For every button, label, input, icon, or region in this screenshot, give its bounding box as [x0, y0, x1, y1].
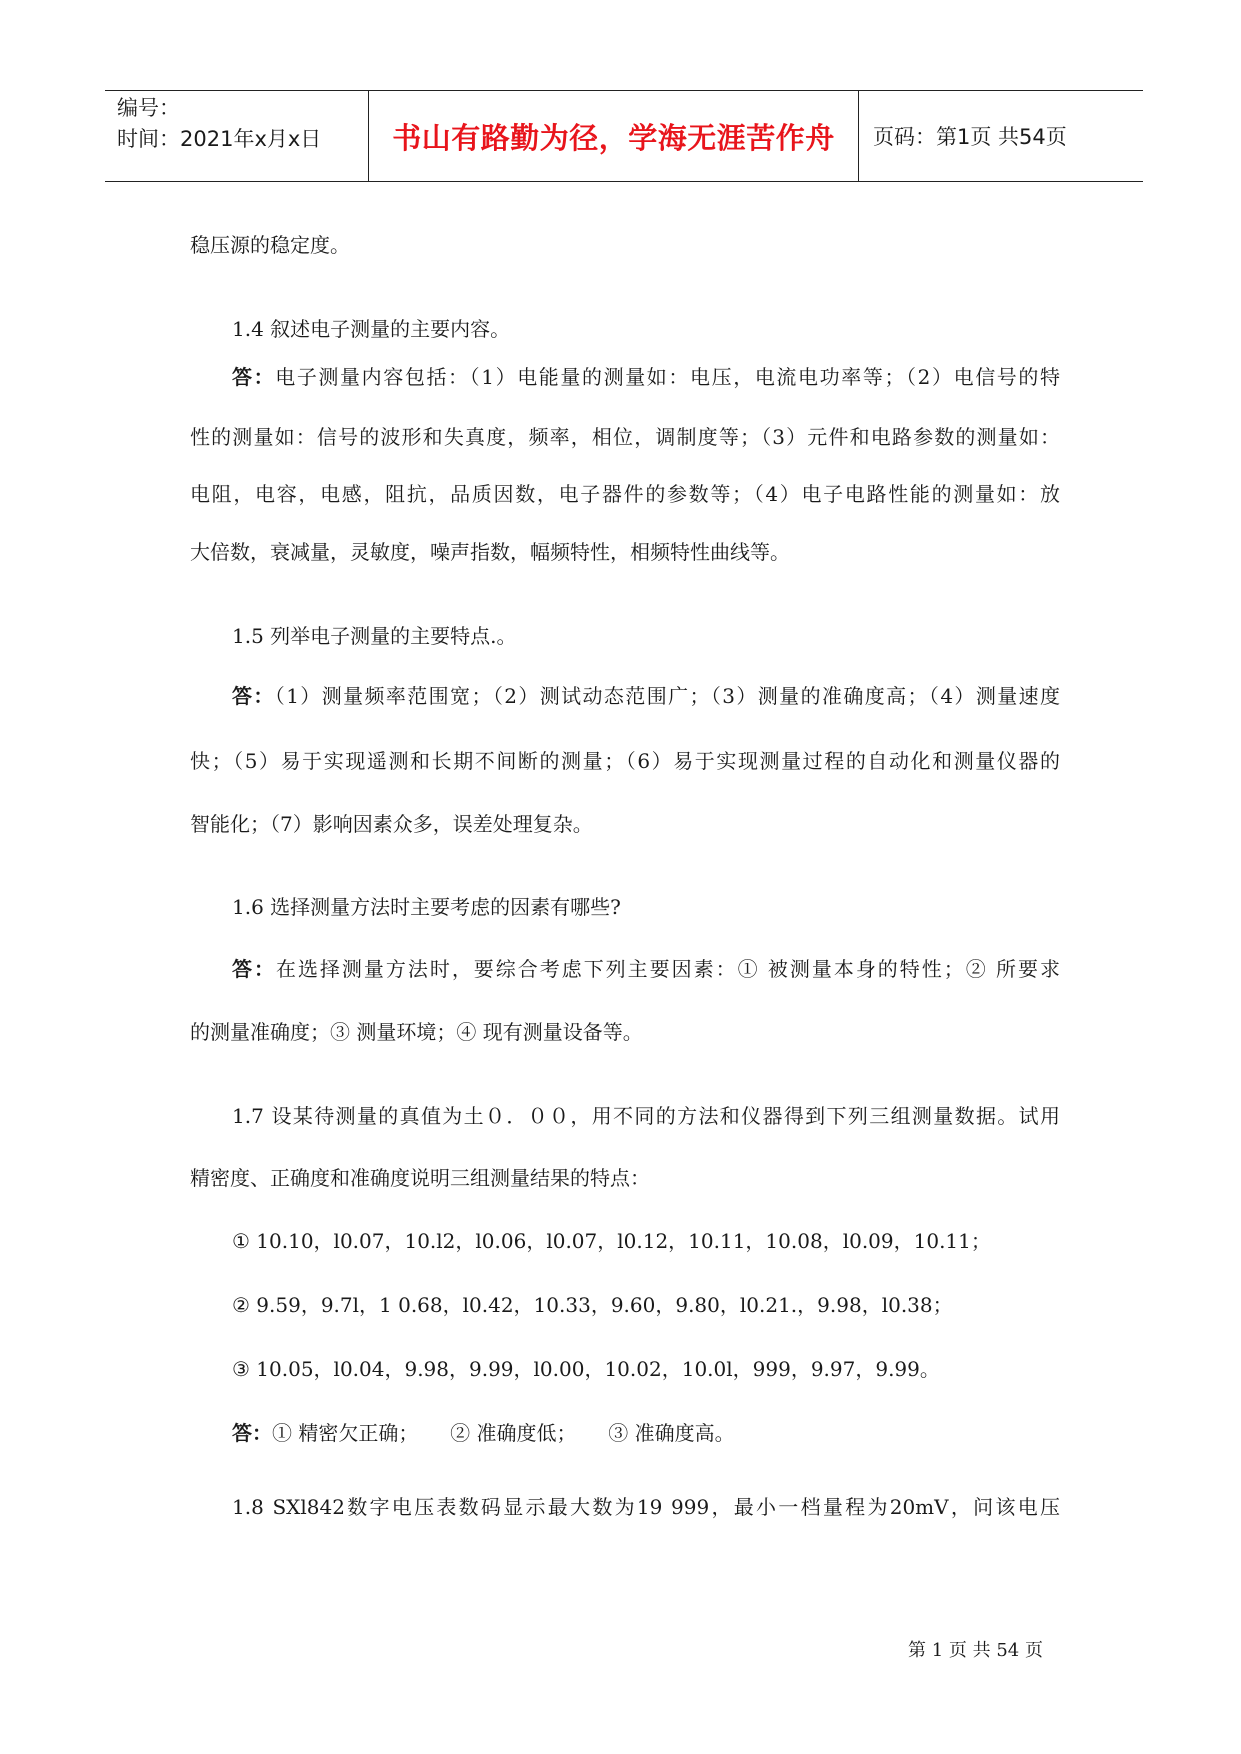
- data-set-3: ③ 10.05，l0.04，9.98，9.99，l0.00，10.02，10.0l，999，9.97，9.99。: [232, 1357, 940, 1381]
- motto-text: 书山有路勤为径，学海无涯苦作舟: [392, 120, 835, 155]
- question-1-8: 1.8 SXl842数字电压表数码显示最大数为19 999，最小一档量程为20mV，问该电压: [232, 1495, 1060, 1519]
- answer-1-4-line-4: 大倍数，衰减量，灵敏度，噪声指数，幅频特性，相频特性曲线等。: [190, 540, 790, 564]
- header-page-cell: [859, 91, 1143, 181]
- time-label: 时间：2021年x月x日: [117, 127, 322, 151]
- question-1-7-line-2: 精密度、正确度和准确度说明三组测量结果的特点：: [190, 1166, 650, 1190]
- question-1-7-line-1: 1.7 设某待测量的真值为土０．００，用不同的方法和仪器得到下列三组测量数据。试用: [232, 1104, 1060, 1128]
- answer-label: 答：: [232, 684, 275, 708]
- answer-label: 答：: [232, 365, 276, 389]
- answer-label: 答：: [232, 1421, 272, 1445]
- answer-label: 答：: [232, 957, 276, 981]
- answer-1-7: [232, 1417, 735, 1446]
- header-motto-cell: [369, 91, 859, 181]
- page-footer: 第 1 页 共 54 页: [908, 1640, 1043, 1661]
- answer-1-4-line-1: [232, 361, 1060, 390]
- answer-text: （1）测量频率范围宽；（2）测试动态范围广；（3）测量的准确度高；（4）测量速度: [274, 684, 1061, 708]
- answer-text: 在选择测量方法时，要综合考虑下列主要因素：① 被测量本身的特性；② 所要求: [275, 957, 1061, 981]
- number-label: 编号：: [117, 96, 180, 120]
- answer-1-4-line-2: 性的测量如：信号的波形和失真度，频率，相位，调制度等；（3）元件和电路参数的测量如：: [190, 425, 1060, 449]
- question-1-5: 1.5 列举电子测量的主要特点.。: [232, 624, 517, 648]
- answer-text: ① 精密欠正确； ② 准确度低； ③ 准确度高。: [272, 1421, 735, 1445]
- answer-1-5-line-2: 快；（5）易于实现遥测和长期不间断的测量；（6）易于实现测量过程的自动化和测量仪器的: [190, 749, 1060, 773]
- header-table: [105, 90, 1143, 182]
- answer-1-4-line-3: 电阻，电容，电感，阻抗，品质因数，电子器件的参数等；（4）电子电路性能的测量如：放: [190, 482, 1060, 506]
- answer-1-6-line-1: [232, 953, 1060, 982]
- question-1-4: 1.4 叙述电子测量的主要内容。: [232, 317, 511, 341]
- answer-1-5-line-1: [232, 680, 1060, 709]
- data-set-1: ① 10.10，l0.07，10.l2，l0.06，l0.07，l0.12，10.11，10.08，l0.09，10.11；: [232, 1229, 991, 1253]
- answer-1-6-line-2: 的测量准确度；③ 测量环境；④ 现有测量设备等。: [190, 1020, 643, 1044]
- answer-1-5-line-3: 智能化；（7）影响因素众多，误差处理复杂。: [190, 812, 593, 836]
- page-label: 页码：第1页 共54页: [873, 125, 1067, 149]
- header-meta-cell: [105, 91, 369, 181]
- paragraph-continuation: 稳压源的稳定度。: [190, 233, 350, 257]
- data-set-2: ② 9.59，9.7l，1 0.68，l0.42，10.33，9.60，9.80，l0.21.，9.98，l0.38；: [232, 1293, 953, 1317]
- question-1-6: 1.6 选择测量方法时主要考虑的因素有哪些?: [232, 895, 621, 919]
- answer-text: 电子测量内容包括：（1）电能量的测量如：电压，电流电功率等；（2）电信号的特: [275, 365, 1061, 389]
